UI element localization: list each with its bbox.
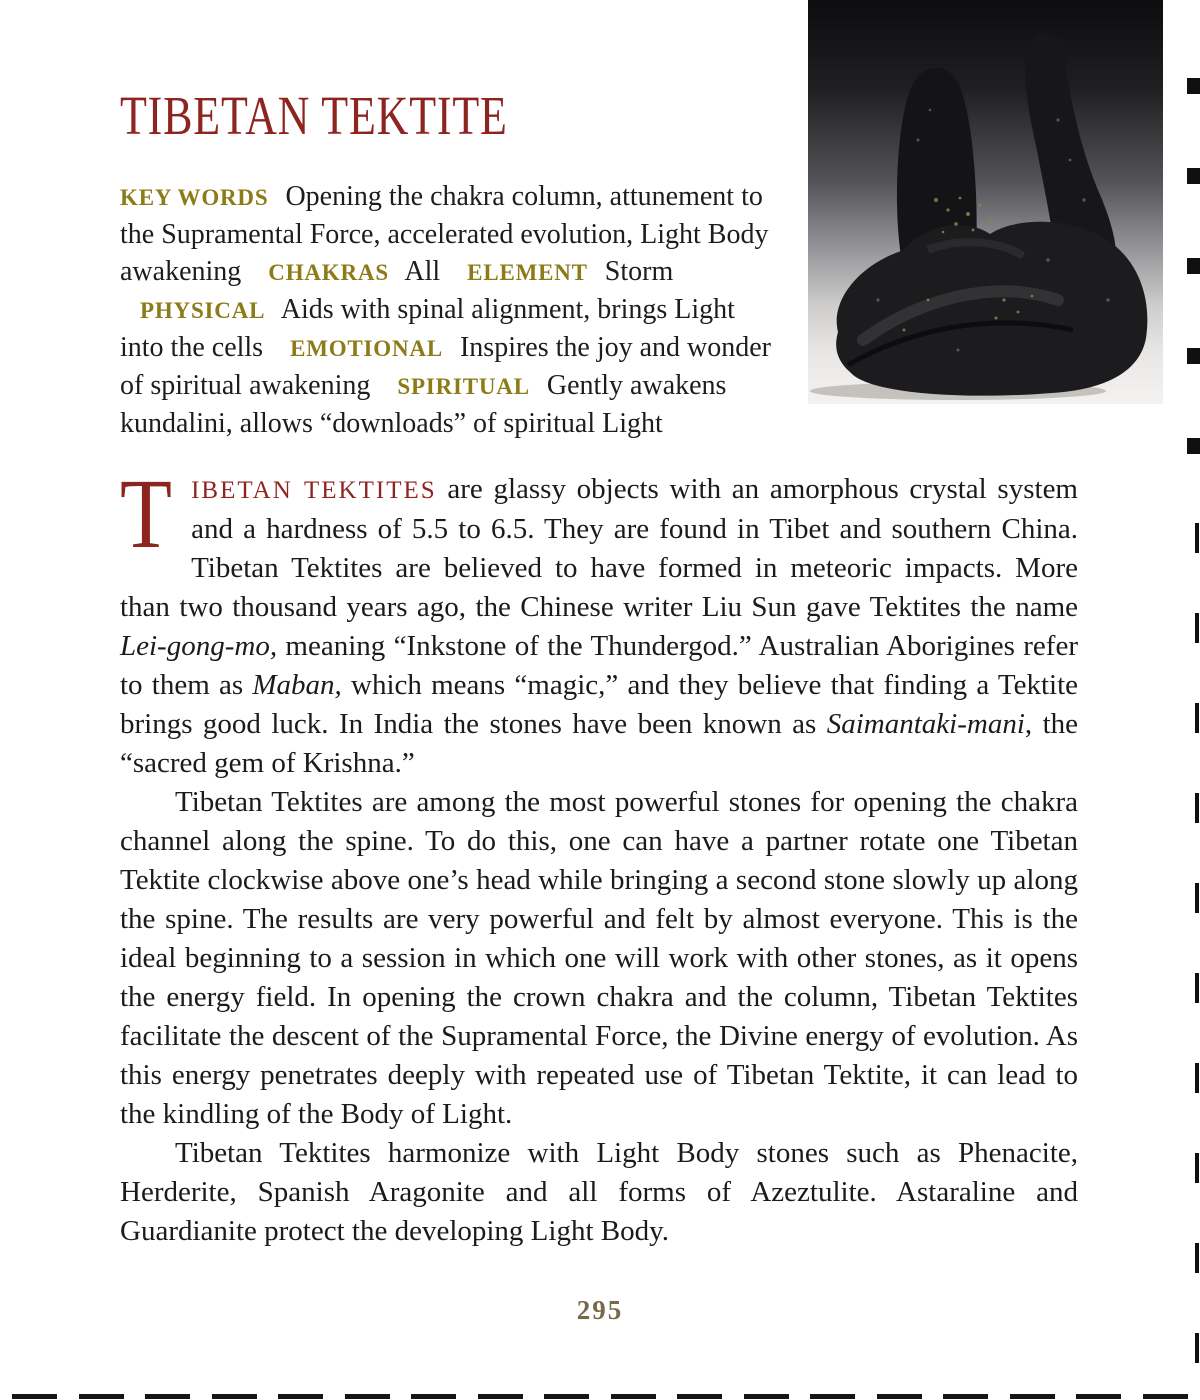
- page-edge-mark: [1195, 613, 1199, 643]
- page-edge-mark: [1187, 258, 1200, 274]
- bottom-edge-dash: [744, 1394, 789, 1399]
- page-edge-mark: [1195, 1333, 1199, 1363]
- bottom-edge-dash: [12, 1394, 57, 1399]
- text-segment-normal: which means “magic,” and they believe that finding a Tektite brings good luck. In India the stones have been known as: [120, 669, 1079, 740]
- keyword-label: EMOTIONAL: [290, 336, 443, 361]
- page-number: 295: [576, 1295, 624, 1325]
- bottom-edge-dash: [212, 1394, 257, 1399]
- bottom-edge-dash: [877, 1394, 922, 1399]
- body-paragraph: [120, 458, 1079, 783]
- bottom-edge-dash: [411, 1394, 456, 1399]
- keyword-text: All: [404, 256, 441, 287]
- drop-cap: T: [120, 458, 172, 569]
- bottom-edge-dash: [278, 1394, 323, 1399]
- page-edge-mark: [1187, 438, 1200, 454]
- bottom-edge-dash: [1076, 1394, 1121, 1399]
- text-segment-normal: , the “sacred gem of Krishna.”: [120, 708, 1079, 779]
- keyword-label: ELEMENT: [467, 260, 588, 285]
- keyword-label: PHYSICAL: [140, 298, 266, 323]
- page-edge-mark: [1187, 168, 1200, 184]
- text-segment-normal: Tibetan Tektites are among the most powerful stones for opening the chakra channel along the spine. To do this, one can have a partner rotate one Tibetan Tektite clockwise above one’s head while bringing a second stone slowly up along the spine. The results are very powerful and felt by almost everyone. This is the ideal beginning to a session in which one will work with other stones, as it opens the energy field. In opening the crown chakra and the column, Tibetan Tektites facilitate the descent of the Supramental Force, the Divine energy of evolution. As this energy penetrates deeply with repeated use of Tibetan Tektite, it can lead to the kindling of the Body of Light.: [120, 786, 1078, 1130]
- bottom-edge-dash: [677, 1394, 722, 1399]
- tektite-photo: [808, 0, 1163, 404]
- text-segment-italic: Saimantaki-mani: [826, 708, 1025, 740]
- page-edge-mark: [1195, 1243, 1199, 1273]
- page-edge-mark: [1187, 78, 1200, 94]
- bottom-edge-dash: [345, 1394, 390, 1399]
- page-edge-mark: [1187, 348, 1200, 364]
- text-segment-italic: Maban,: [252, 669, 342, 701]
- bottom-edge-dash: [145, 1394, 190, 1399]
- keyword-label: KEY WORDS: [120, 185, 269, 210]
- keyword-text: Aids with spinal alignment, brings Light into the cells: [120, 294, 735, 363]
- bottom-edge-dash: [1010, 1394, 1055, 1399]
- keyword-text: Storm: [604, 256, 674, 287]
- keyword-text: Opening the chakra column, attunement to the Supramental Force, accelerated evolution, Light Body awakening: [120, 181, 769, 287]
- keyword-label: SPIRITUAL: [397, 374, 530, 399]
- bottom-edge-dash: [79, 1394, 124, 1399]
- page-title: TIBETAN TEKTITE: [120, 85, 508, 146]
- body-paragraph: [120, 783, 1078, 1134]
- page-edge-mark: [1195, 1063, 1199, 1093]
- keywords-block: [120, 178, 782, 442]
- page-edge-mark: [1195, 883, 1199, 913]
- page-edge-mark: [1195, 1153, 1199, 1183]
- keyword-text: Gently awakens kundalini, allows “downloads” of spiritual Light: [120, 370, 727, 439]
- bottom-edge-dash: [810, 1394, 855, 1399]
- text-segment-normal: are glassy objects with an amorphous crystal system and a hardness of 5.5 to 6.5. They are found in Tibet and southern China. Tibetan Tektites are believed to have formed in meteoric impacts. More than two thousand years ago, the Chinese writer Liu Sun gave Tektites the name: [120, 473, 1078, 623]
- bottom-edge-dash: [611, 1394, 656, 1399]
- body-text: [120, 458, 1079, 1251]
- page-edge-mark: [1195, 793, 1199, 823]
- text-segment-smallcaps: IBETAN TEKTITES: [191, 477, 437, 504]
- bottom-edge-dash: [1143, 1394, 1188, 1399]
- bottom-edge-dash: [544, 1394, 589, 1399]
- bottom-edge-dash: [943, 1394, 988, 1399]
- text-segment-normal: meaning “Inkstone of the Thundergod.” Australian Aborigines refer to them as: [120, 630, 1078, 701]
- tektite-photo-svg: [808, 0, 1163, 404]
- body-paragraph: [120, 1134, 1078, 1251]
- text-segment-normal: Tibetan Tektites harmonize with Light Body stones such as Phenacite, Herderite, Spanish Aragonite and all forms of Azeztulite. Astaraline and Guardianite protect the developing Light Body.: [120, 1137, 1078, 1247]
- bottom-edge-dash: [478, 1394, 523, 1399]
- page-edge-mark: [1195, 973, 1199, 1003]
- page-edge-mark: [1195, 703, 1199, 733]
- page-edge-mark: [1195, 523, 1199, 553]
- keyword-label: CHAKRAS: [268, 260, 389, 285]
- keyword-text: Inspires the joy and wonder of spiritual awakening: [120, 332, 772, 401]
- text-segment-italic: Lei-gong-mo,: [120, 630, 278, 662]
